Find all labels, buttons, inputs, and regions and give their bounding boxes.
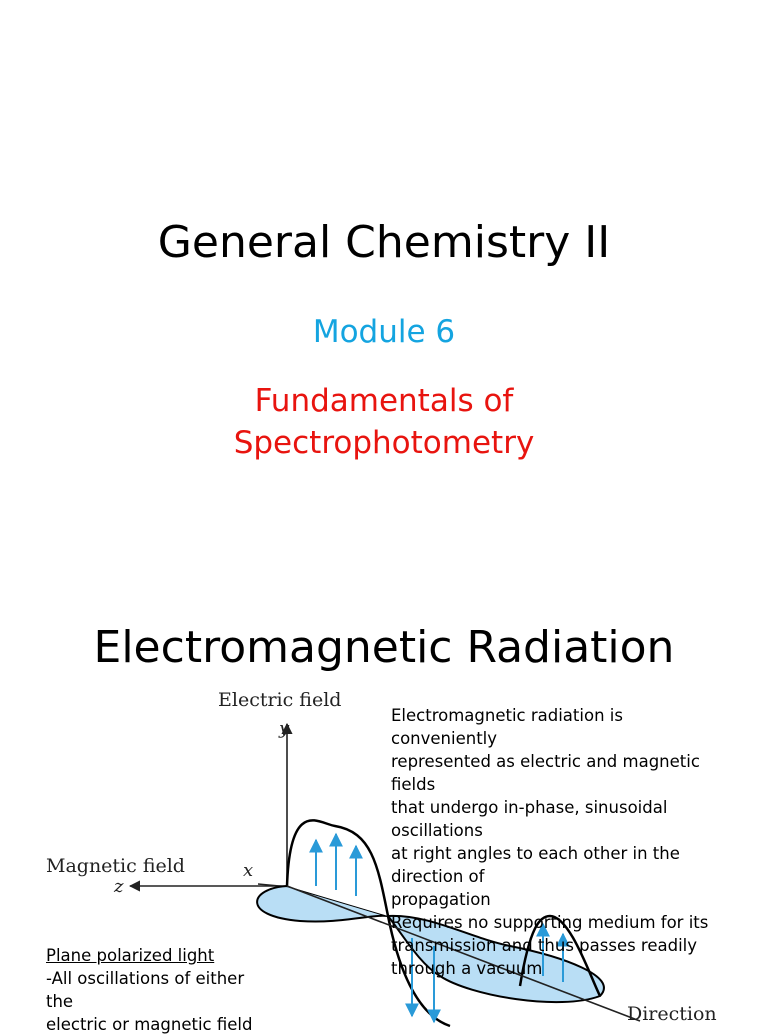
description-line: at right angles to each other in the <box>391 844 680 863</box>
magnetic-field-label: Magnetic field <box>46 855 185 877</box>
slide-title: Electromagnetic Radiation <box>93 622 675 673</box>
description-line: that undergo in-phase, sinusoidal <box>391 798 668 817</box>
description-line: oscillations <box>391 821 483 840</box>
topic-line-2: Spectrophotometry <box>233 425 535 461</box>
description-line: represented as electric and magnetic <box>391 752 700 771</box>
caption-line: -All oscillations of either <box>46 969 245 988</box>
topic-line-1: Fundamentals of <box>254 383 514 419</box>
electric-field-label: Electric field <box>218 689 342 711</box>
z-axis-label: z <box>114 876 124 897</box>
caption-line: the <box>46 992 74 1011</box>
y-axis-label: y <box>279 718 290 739</box>
em-description <box>391 704 766 980</box>
polarization-caption <box>46 944 296 1036</box>
description-line: Electromagnetic radiation is <box>391 706 623 725</box>
course-title: General Chemistry II <box>157 217 611 268</box>
topic-title <box>0 380 768 464</box>
em-radiation-slide <box>0 576 768 1034</box>
direction-label: Direction <box>627 1003 717 1025</box>
module-label: Module 6 <box>312 314 456 350</box>
caption-heading: Plane polarized light <box>46 946 215 965</box>
description-line: direction of <box>391 867 485 886</box>
caption-line: electric or magnetic field <box>46 1015 253 1034</box>
description-line: fields <box>391 775 436 794</box>
description-line: transmission and thus passes readily <box>391 936 698 955</box>
description-line: propagation <box>391 890 491 909</box>
description-line: Requires no supporting medium for its <box>391 913 709 932</box>
x-axis-label: x <box>243 860 254 881</box>
description-line: through a vacuum <box>391 959 543 978</box>
description-line: conveniently <box>391 729 498 748</box>
